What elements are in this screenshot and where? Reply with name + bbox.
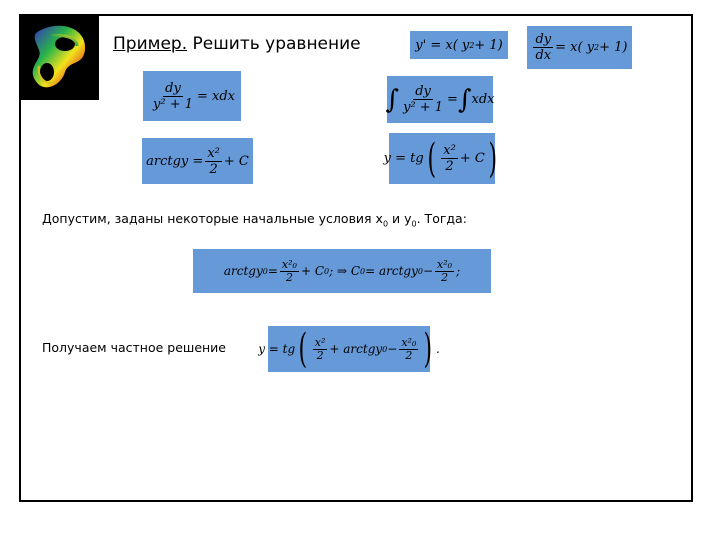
formula-tg: y = tg ( $\frac{\text{x²}}{2}$ + C ) [389,133,495,184]
formula-given-leibniz: $\frac{dy}{dx}$ = x( y 2 + 1) [527,26,632,69]
formula-initial: arctgy 0 = $\frac{\text{x²₀}}{2}$ + C 0 ; ⇒ C 0 = arctgy 0 − $\frac{\text{x²₀}}{2}$ ; [193,249,491,293]
title-rest: Решить уравнение [187,34,361,54]
formula-separated: $\frac{dy}{\text{y² + 1}}$ = xdx [143,71,241,121]
slide-title [113,34,361,54]
initial-conditions-text: Допустим, заданы некоторые начальные условия $x_0$ и $y_0$. Тогда: [42,211,467,229]
title-lead: Пример. [113,34,188,54]
formula-result: y = tg ( $\frac{\text{x²}}{2}$ + arctgy 0 − $\frac{\text{x²₀}}{2}$ ) . [258,326,440,372]
formula-integral: ∫ $\frac{dy}{\text{y² + 1}}$ = ∫ xdx [387,76,493,123]
result-text: Получаем частное решение [42,340,226,355]
torus-logo-icon [21,16,99,100]
formula-arctg: arctgy = $\frac{\text{x²}}{2}$ + C [142,138,253,184]
formula-given: y' = x( y 2 + 1) [410,31,508,59]
